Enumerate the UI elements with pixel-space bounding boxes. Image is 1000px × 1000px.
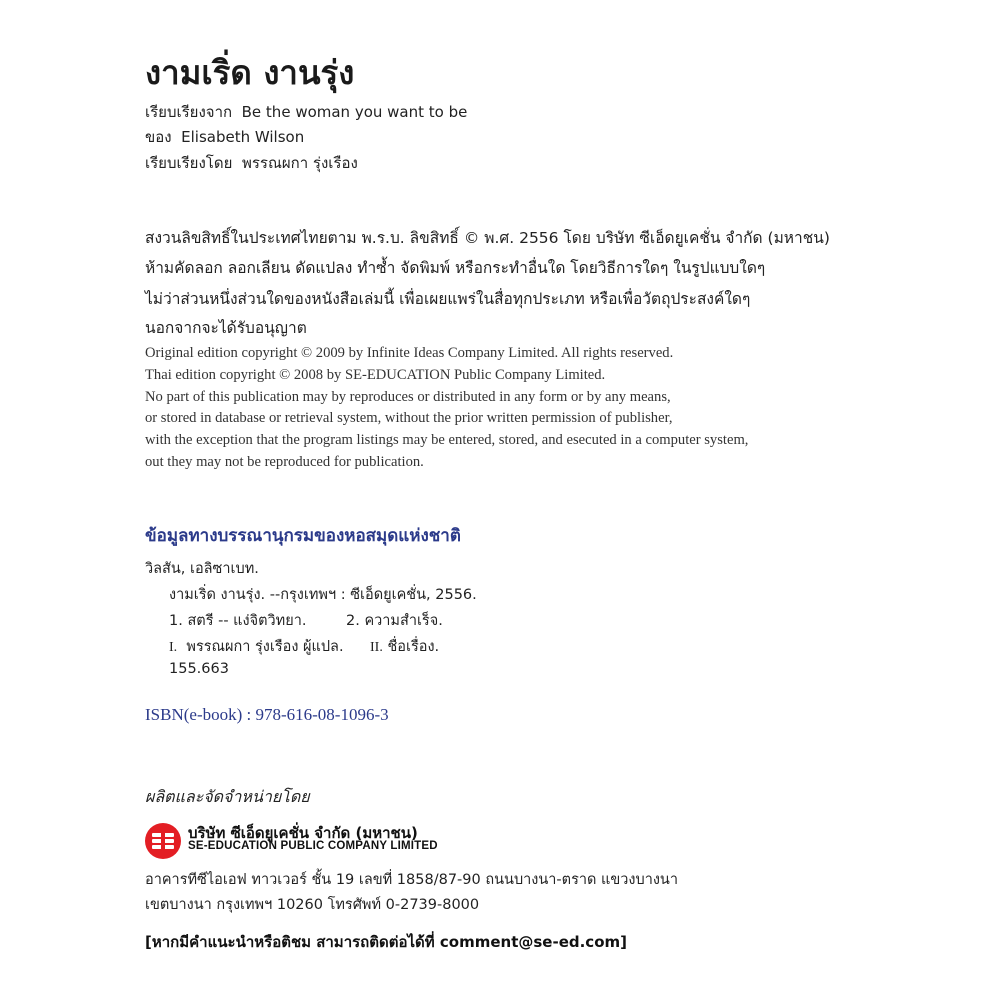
roman-numeral: II. (370, 640, 383, 655)
contact-line: [หากมีคำแนะนำหรือติชม สามารถติดต่อได้ที่ comment@se-ed.com] (145, 933, 627, 951)
english-copyright-line: with the exception that the program listings may be entered, stored, and esecuted in a computer system, (145, 432, 749, 448)
publisher-name-thai: บริษัท ซีเอ็ดยูเคชั่น จำกัด (มหาชน) (188, 824, 418, 842)
se-ed-logo-icon (145, 823, 181, 859)
cip-added-entry-2 (370, 635, 439, 658)
thai-copyright-line: ห้ามคัดลอก ลอกเลียน ดัดแปลง ทำซ้ำ จัดพิมพ์ หรือกระทำอื่นใด โดยวิธีการใดๆ ในรูปแบบใดๆ (145, 259, 766, 277)
compiled-from-label: เรียบเรียงจาก (145, 103, 233, 121)
author-name: Elisabeth Wilson (181, 128, 305, 146)
publisher-address-line: เขตบางนา กรุงเทพฯ 10260 โทรศัพท์ 0-2739-8000 (145, 897, 480, 913)
cip-subject-2: 2. ความสำเร็จ. (346, 613, 443, 629)
original-title: Be the woman you want to be (241, 103, 468, 121)
english-copyright-line: out they may not be reproduced for publication. (145, 454, 424, 470)
added-entry-text: พรรณผกา รุ่งเรือง ผู้แปล. (186, 639, 344, 655)
cip-author-entry: วิลสัน, เอลิซาเบท. (145, 561, 259, 577)
english-copyright-line: Thai edition copyright © 2008 by SE-EDUCATION Public Company Limited. (145, 367, 606, 383)
logo-mark-icon (145, 823, 181, 859)
cip-classification: 155.663 (169, 661, 229, 677)
thai-copyright-line: สงวนลิขสิทธิ์ในประเทศไทยตาม พ.ร.บ. ลิขสิทธิ์ © พ.ศ. 2556 โดย บริษัท ซีเอ็ดยูเคชั่น จำกัด (มหาชน) (145, 229, 830, 247)
publisher-name-english: SE-EDUCATION PUBLIC COMPANY LIMITED (188, 840, 438, 852)
english-copyright-line: or stored in database or retrieval system, without the prior written permission of publisher, (145, 410, 673, 426)
isbn: ISBN(e-book) : 978-616-08-1096-3 (145, 705, 389, 724)
by-label: ของ (145, 128, 172, 146)
compiled-by-label: เรียบเรียงโดย (145, 154, 233, 172)
added-entry-text: ชื่อเรื่อง. (387, 639, 440, 655)
translator-name: พรรณผกา รุ่งเรือง (241, 154, 358, 172)
thai-copyright-line: ไม่ว่าส่วนหนึ่งส่วนใดของหนังสือเล่มนี้ เพื่อเผยแพร่ในสื่อทุกประเภท หรือเพื่อวัตถุประสงค์ใดๆ (145, 290, 751, 308)
translator-line (145, 151, 358, 175)
cip-added-entry-1 (169, 635, 344, 658)
produced-by-label: ผลิตและจัดจำหน่ายโดย (145, 787, 310, 806)
cip-subject-1: 1. สตรี -- แง่จิตวิทยา. (169, 613, 307, 629)
author-line (145, 125, 304, 149)
compiled-from-line (145, 100, 467, 124)
english-copyright-line: No part of this publication may by reproduces or distributed in any form or by any means, (145, 389, 671, 405)
english-copyright-line: Original edition copyright © 2009 by Infinite Ideas Company Limited. All rights reserved. (145, 345, 674, 361)
cip-heading: ข้อมูลทางบรรณานุกรมของหอสมุดแห่งชาติ (145, 526, 461, 546)
roman-numeral: I. (169, 640, 178, 655)
publisher-address-line: อาคารทีซีไอเอฟ ทาวเวอร์ ชั้น 19 เลขที่ 1858/87-90 ถนนบางนา-ตราด แขวงบางนา (145, 872, 678, 888)
book-title: งามเริ่ด งานรุ่ง (145, 53, 355, 92)
cip-imprint: งามเริ่ด งานรุ่ง. --กรุงเทพฯ : ซีเอ็ดยูเคชั่น, 2556. (169, 587, 477, 603)
thai-copyright-line: นอกจากจะได้รับอนุญาต (145, 319, 307, 337)
